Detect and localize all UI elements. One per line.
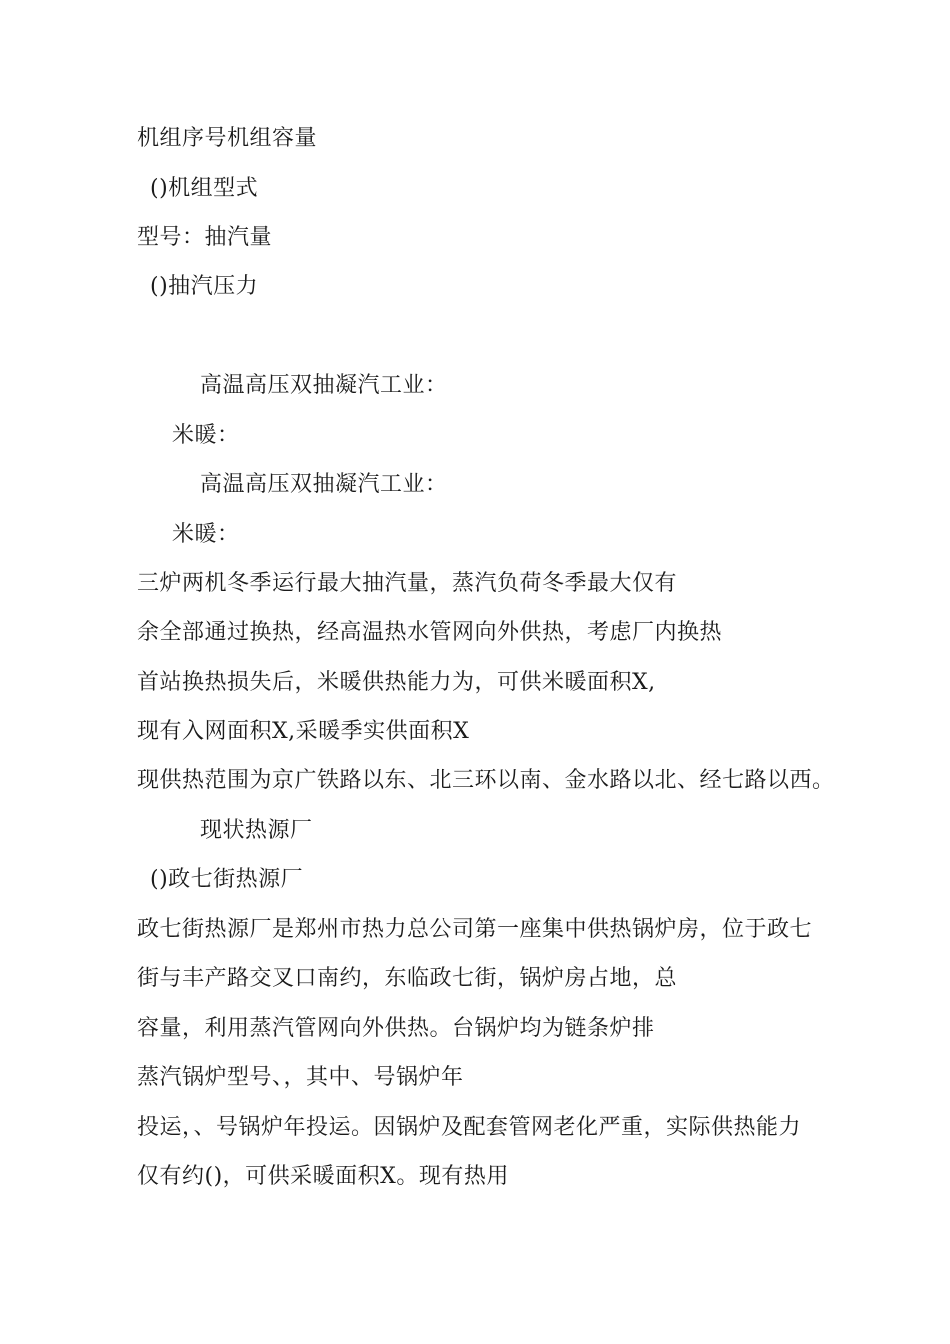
- paragraph-line: 现供热范围为京广铁路以东、北三环以南、金水路以北、经七路以西。: [137, 768, 835, 793]
- paragraph-line: 街与丰产路交叉口南约，东临政七街，锅炉房占地，总: [137, 966, 678, 991]
- paragraph-line: 三炉两机冬季运行最大抽汽量，蒸汽负荷冬季最大仅有: [137, 571, 678, 596]
- unit-number-capacity-line: 机组序号机组容量: [137, 126, 318, 151]
- paragraph-line: 政七街热源厂是郑州市热力总公司第一座集中供热锅炉房，位于政七: [137, 917, 813, 942]
- paragraph-line: 首站换热损失后，米暖供热能力为，可供米暖面积X,: [137, 670, 656, 695]
- unit-type-line: ()机组型式: [150, 176, 259, 201]
- unit-spec-line-1: 高温高压双抽凝汽工业：: [200, 373, 448, 398]
- paragraph-line: 蒸汽锅炉型号、，其中、号锅炉年: [137, 1065, 464, 1090]
- paragraph-line: 现有入网面积X,采暖季实供面积X: [137, 719, 470, 744]
- extraction-pressure-line: ()抽汽压力: [150, 274, 259, 299]
- model-extraction-line: 型号：抽汽量: [137, 225, 273, 250]
- unit-spec-line-2: 高温高压双抽凝汽工业：: [200, 472, 448, 497]
- subsection-heading: ()政七街热源厂: [150, 867, 304, 892]
- heating-label-1: 米暖：: [172, 423, 240, 448]
- paragraph-line: 仅有约()，可供采暖面积X。现有热用: [137, 1164, 509, 1189]
- heating-label-2: 米暖：: [172, 522, 240, 547]
- paragraph-line: 投运，、号锅炉年投运。因锅炉及配套管网老化严重，实际供热能力: [137, 1115, 802, 1140]
- paragraph-line: 容量，利用蒸汽管网向外供热。台锅炉均为链条炉排: [137, 1016, 655, 1041]
- section-heading: 现状热源厂: [200, 818, 313, 843]
- paragraph-line: 余全部通过换热，经高温热水管网向外供热，考虑厂内换热: [137, 620, 723, 645]
